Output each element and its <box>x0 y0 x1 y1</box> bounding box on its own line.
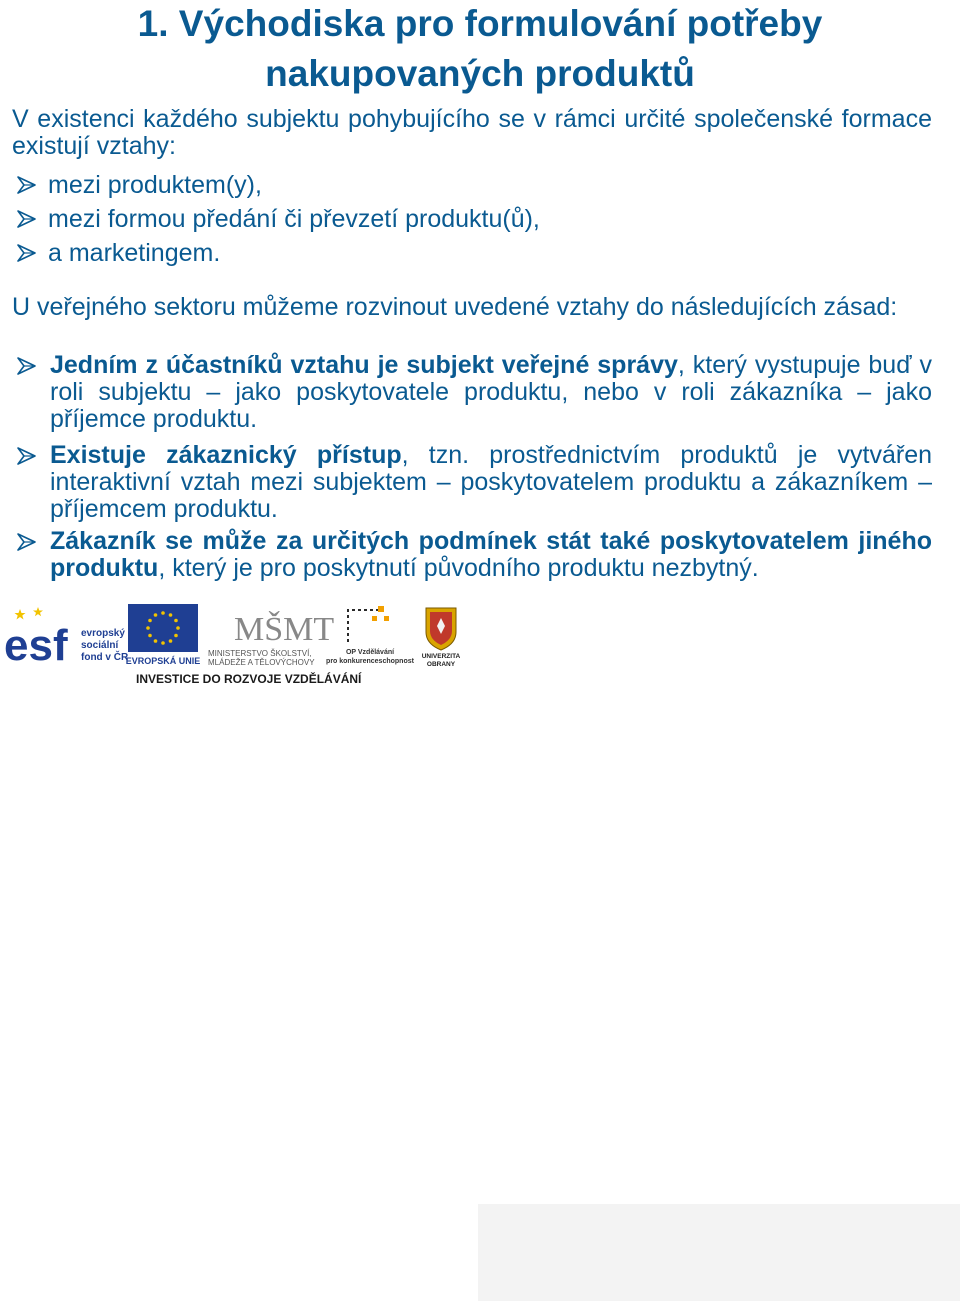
eu-star <box>174 634 178 638</box>
eu-star <box>161 611 165 615</box>
arrow-bullet-icon <box>16 208 38 230</box>
principles-list <box>16 352 932 582</box>
esf-text-2: sociální <box>81 640 119 651</box>
principle-bold-text: Existuje zákaznický přístup <box>50 441 402 469</box>
principle-bold-text: Zákazník se může za určitých podmínek stát také poskytovatelem jiného produktu <box>50 527 932 582</box>
list-item <box>16 352 932 442</box>
list-item <box>16 528 932 582</box>
slide-title-line-1: 1. Východiska pro formulování potřeby <box>137 3 823 44</box>
arrow-bullet-icon <box>16 242 38 264</box>
relations-list <box>16 168 936 270</box>
eu-star <box>154 639 158 643</box>
investment-slogan: INVESTICE DO ROZVOJE VZDĚLÁVÁNÍ <box>136 672 362 686</box>
principle-text: , tzn. prostřednictvím produktů je vytvářen interaktivní vztah mezi subjektem – poskytovatelem produktu a zákazníkem – příjemcem produktu. <box>50 441 932 523</box>
list-item <box>16 442 932 528</box>
arrow-bullet-icon <box>16 355 38 377</box>
msmt-text-2: MLÁDEŽE A TĚLOVÝCHOVY <box>208 658 315 667</box>
eu-star <box>169 613 173 617</box>
unob-text-2: OBRANY <box>426 661 456 668</box>
arrow-bullet-icon <box>16 174 38 196</box>
list-item-text: a marketingem. <box>48 239 221 267</box>
public-sector-paragraph: U veřejného sektoru můžeme rozvinout uvedené vztahy do následujících zásad: <box>12 293 898 321</box>
unob-text-1: UNIVERZITA <box>421 653 461 660</box>
eu-star <box>176 626 180 630</box>
eu-star <box>161 641 165 645</box>
eu-label: EVROPSKÁ UNIE <box>125 656 201 666</box>
eu-flag-logo <box>126 604 202 668</box>
arrow-bullet-icon <box>16 531 38 553</box>
eu-star <box>154 613 158 617</box>
esf-text-1: evropský <box>81 628 125 639</box>
unob-logo <box>416 604 466 668</box>
principle-bold-text: Jedním z účastníků vztahu je subjekt veřejné správy <box>50 351 678 379</box>
opvk-logo <box>328 602 414 668</box>
eu-star <box>169 639 173 643</box>
eu-star <box>148 634 152 638</box>
list-item-text: mezi produktem(y), <box>48 171 262 199</box>
footer-blank-panel <box>478 1204 960 1301</box>
list-item <box>16 168 936 202</box>
eu-star <box>146 626 150 630</box>
list-item <box>16 202 936 236</box>
list-item-text: mezi formou předání či převzetí produktu(ů), <box>48 205 540 233</box>
opvk-text-1: OP Vzdělávání <box>345 649 395 656</box>
slide-title-line-2: nakupovaných produktů <box>265 53 695 94</box>
esf-text-3: fond v ČR <box>81 652 129 663</box>
list-item <box>16 236 936 270</box>
principle-text: , který vystupuje buď v roli subjektu – jako poskytovatele produktu, nebo v roli zákazníka – jako příjemce produktu. <box>50 351 932 433</box>
principle-text: , který je pro poskytnutí původního produktu nezbytný. <box>158 554 759 582</box>
arrow-bullet-icon <box>16 445 38 467</box>
esf-logo <box>2 606 129 670</box>
eu-star <box>174 619 178 623</box>
esf-mark: esf <box>4 621 68 670</box>
eu-star <box>148 619 152 623</box>
msmt-mark: MŠMT <box>234 611 335 648</box>
opvk-text-2: pro konkurenceschopnost <box>326 658 414 665</box>
intro-paragraph: V existenci každého subjektu pohybujícího se v rámci určité společenské formace existují vztahy: <box>12 105 932 160</box>
msmt-text-1: MINISTERSTVO ŠKOLSTVÍ, <box>208 649 312 658</box>
msmt-logo <box>204 602 335 668</box>
